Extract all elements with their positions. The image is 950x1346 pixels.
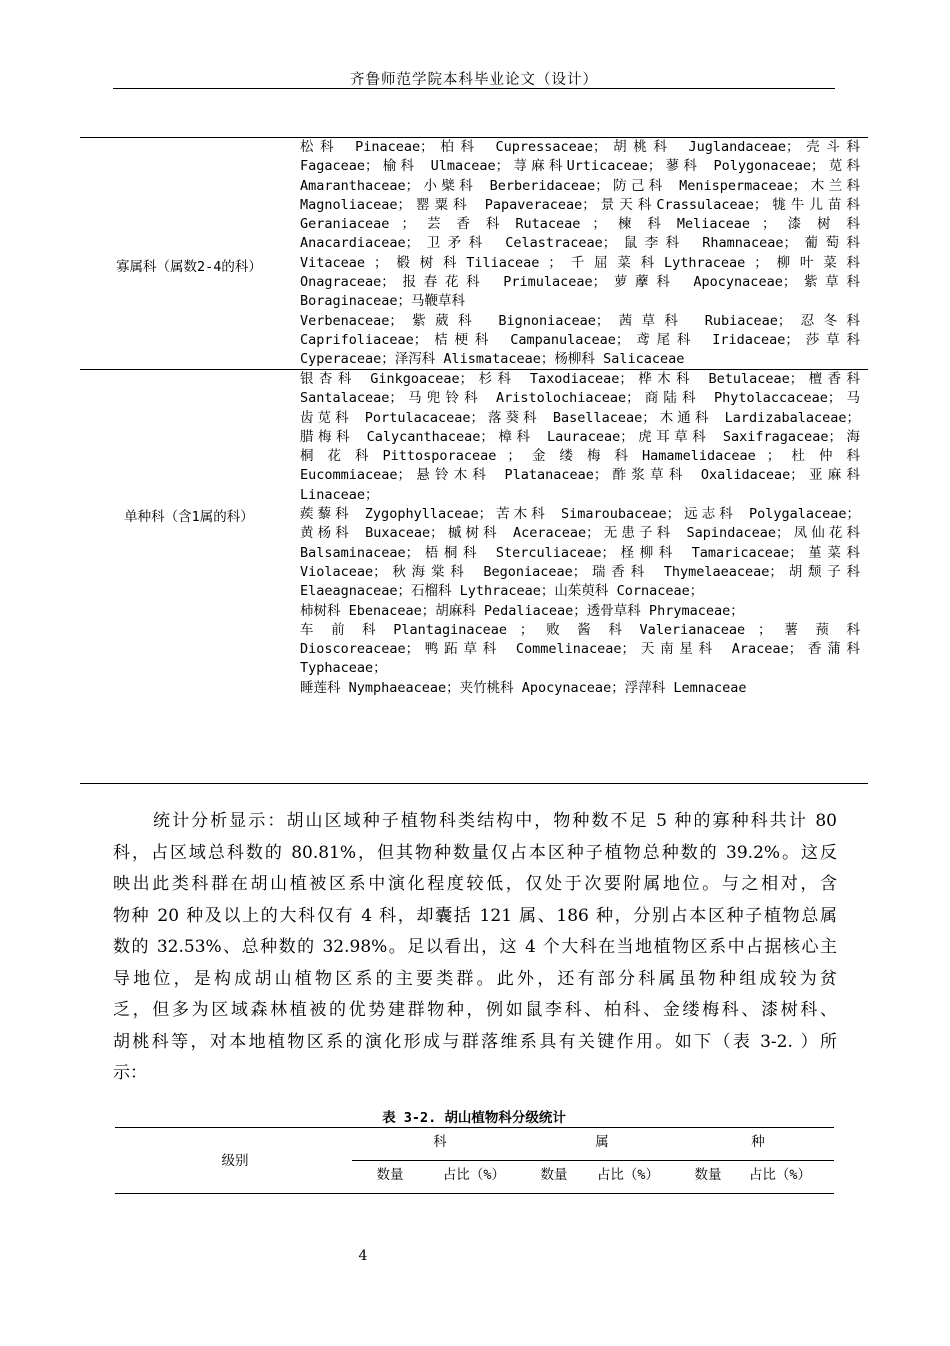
column-group-genus: 属: [595, 1134, 609, 1150]
paragraph-line: 胡桃科等，对本地植物区系的演化形成与群落维系具有关键作用。如下（表 3-2. ）所: [113, 1031, 837, 1052]
cell-line: Santalaceae；马兜铃科 Aristolochiaceae；商陆科 Phytolaccaceae；马: [300, 390, 860, 407]
table2-bottom-rule: [115, 1193, 834, 1194]
cell-line: Geraniaceae ； 芸 香 科 Rutaceae ； 楝 科 Meliaceae ； 漆 树 科: [300, 216, 860, 233]
cell-line: 黄杨科 Buxaceae；槭树科 Aceraceae；无患子科 Sapindaceae；凤仙花科: [300, 525, 860, 542]
column-header-count: 数量: [376, 1167, 404, 1183]
paragraph-line: 导地位，是构成胡山植物区系的主要类群。此外，还有部分科属虽物种组成较为贫: [113, 968, 837, 989]
cell-line: Verbenaceae；紫葳科 Bignoniaceae；茜草科 Rubiaceae；忍冬科: [300, 312, 860, 329]
row-label-few-genera: 寡属科（属数2-4的科）: [116, 259, 262, 275]
paragraph-line: 示：: [113, 1063, 147, 1083]
cell-line: Cyperaceae；泽泻科 Alismataceae；杨柳科 Salicaceae: [300, 351, 685, 368]
row-cell-single-genus: [300, 370, 860, 698]
cell-line: Fagaceae；榆科 Ulmaceae；荨麻科Urticaceae；蓼科 Polygonaceae；苋科: [300, 158, 860, 175]
paragraph-line: 物种 20 种及以上的大科仅有 4 科，却囊括 121 属、186 种，分别占本区种子植物总属: [113, 905, 837, 926]
table-bottom-rule: [80, 783, 868, 784]
column-header-count: 数量: [540, 1167, 568, 1183]
cell-line: 蒺藜科 Zygophyllaceae；苦木科 Simaroubaceae；远志科 Polygalaceae；: [300, 506, 860, 523]
column-header-level: 级别: [221, 1153, 249, 1169]
paragraph-line: 乏，但多为区域森林植被的优势建群物种，例如鼠李科、柏科、金缕梅科、漆树科、: [113, 1000, 837, 1020]
cell-line: 银杏科 Ginkgoaceae；杉科 Taxodiaceae；桦木科 Betulaceae；檀香科: [300, 371, 860, 387]
column-header-percent: 占比（%）: [748, 1167, 812, 1183]
body-paragraph: [113, 806, 837, 1090]
row-label-single-genus: 单种科（含1属的科）: [124, 509, 254, 525]
cell-line: Boraginaceae；马鞭草科: [300, 293, 466, 310]
cell-line: Typhaceae；: [300, 660, 387, 677]
row-cell-few-genera: [300, 138, 860, 370]
cell-line: Linaceae；: [300, 486, 379, 503]
cell-line: Magnoliaceae；罂粟科 Papaveraceae；景天科Crassulaceae；牻牛儿苗科: [300, 196, 860, 213]
column-header-percent: 占比（%）: [442, 1167, 506, 1183]
cell-line: Balsaminaceae；梧桐科 Sterculiaceae；柽柳科 Tamaricaceae；堇菜科: [300, 544, 860, 561]
cell-line: Caprifoliaceae；桔梗科 Campanulaceae；鸢尾科 Iridaceae；莎草科: [300, 331, 860, 348]
cell-line: 齿苋科 Portulacaceae；落葵科 Basellaceae；木通科 Lardizabalaceae；: [300, 409, 860, 426]
paragraph-line: 科，占区域总科数的 80.81%，但其物种数量仅占本区种子植物总种数的 39.2%。这反: [113, 842, 837, 863]
paragraph-line: 数的 32.53%、总种数的 32.98%。足以看出，这 4 个大科在当地植物区系中占据核心主: [113, 937, 837, 957]
table2-header-rule: [352, 1160, 834, 1161]
table-caption: 表 3-2. 胡山植物科分级统计: [382, 1110, 566, 1126]
cell-line: Onagraceae；报春花科 Primulaceae；萝藦科 Apocynaceae；紫草科: [300, 274, 860, 291]
page-number: 4: [358, 1248, 368, 1264]
cell-line: Eucommiaceae；悬铃木科 Platanaceae；酢浆草科 Oxalidaceae；亚麻科: [300, 467, 860, 484]
cell-line: Dioscoreaceae；鸭跖草科 Commelinaceae；天南星科 Araceae；香蒲科: [300, 641, 860, 658]
column-header-count: 数量: [694, 1167, 722, 1183]
column-group-family: 科: [433, 1134, 447, 1150]
cell-line: 腊梅科 Calycanthaceae；樟科 Lauraceae；虎耳草科 Saxifragaceae；海: [300, 428, 860, 445]
cell-line: Anacardiaceae；卫矛科 Celastraceae；鼠李科 Rhamnaceae；葡萄科: [300, 235, 860, 252]
cell-line: 柿树科 Ebenaceae；胡麻科 Pedaliaceae；透骨草科 Phrymaceae；: [300, 602, 744, 619]
paragraph-line: 映出此类科群在胡山植被区系中演化程度较低，仅处于次要附属地位。与之相对，含: [113, 874, 837, 894]
paragraph-line: 统计分析显示：胡山区域种子植物科类结构中，物种数不足 5 种的寡种科共计 80: [153, 811, 837, 831]
table2-top-rule: [115, 1127, 834, 1128]
cell-line: 睡莲科 Nymphaeaceae；夹竹桃科 Apocynaceae；浮萍科 Lemnaceae: [300, 679, 747, 696]
cell-line: Vitaceae ； 椴 树 科 Tiliaceae ； 千 屈 菜 科 Lythraceae ； 柳 叶 菜 科: [300, 254, 860, 271]
cell-line: Violaceae；秋海棠科 Begoniaceae；瑞香科 Thymelaeaceae；胡颓子科: [300, 563, 860, 580]
column-group-species: 种: [751, 1134, 765, 1150]
page-header: 齐鲁师范学院本科毕业论文（设计）: [350, 72, 598, 88]
cell-line: 松科 Pinaceae；柏科 Cupressaceae；胡桃科 Juglandaceae；壳斗科: [300, 139, 860, 155]
cell-line: Elaeagnaceae；石榴科 Lythraceae；山茱萸科 Cornaceae；: [300, 583, 704, 600]
cell-line: 桐 花 科 Pittosporaceae ； 金 缕 梅 科 Hamamelidaceae ； 杜 仲 科: [300, 448, 860, 465]
column-header-percent: 占比（%）: [596, 1167, 660, 1183]
cell-line: Amaranthaceae；小檗科 Berberidaceae；防己科 Menispermaceae；木兰科: [300, 177, 860, 194]
cell-line: 车 前 科 Plantaginaceae ； 败 酱 科 Valerianaceae ； 薯 蓣 科: [300, 621, 860, 638]
header-rule: [113, 88, 835, 89]
